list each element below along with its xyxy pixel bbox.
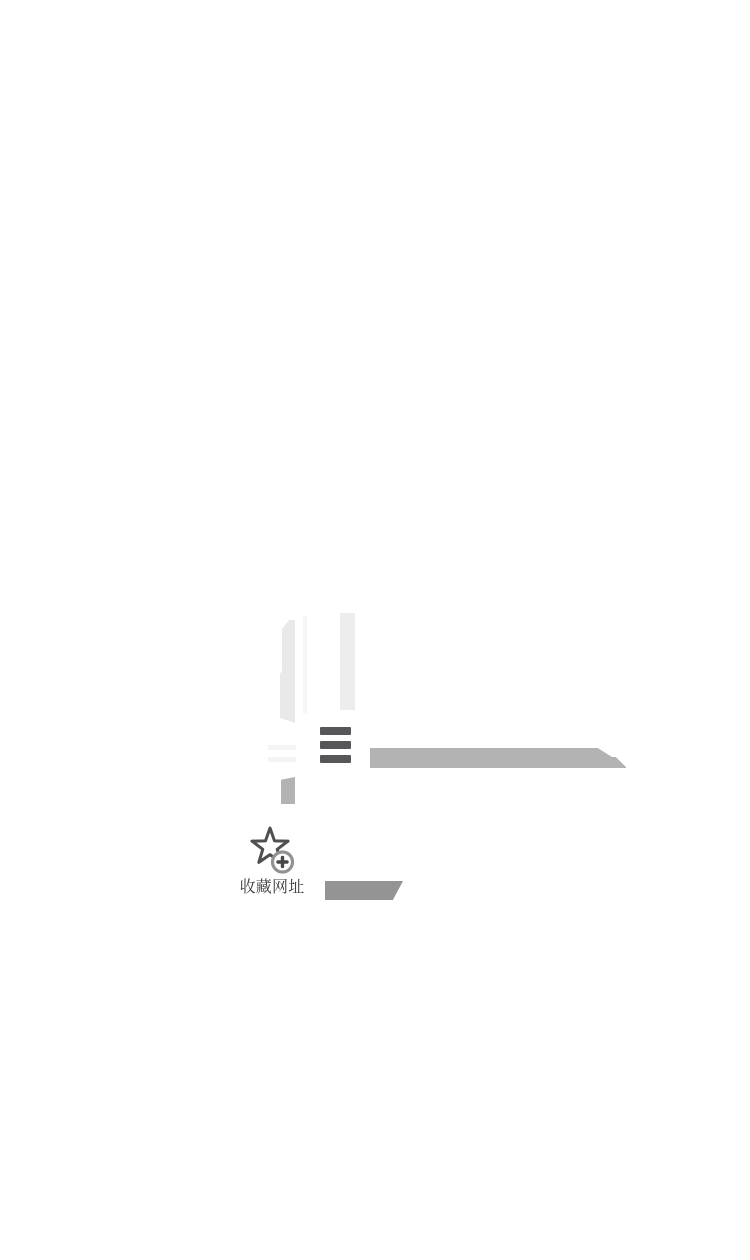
broken-image-fragment-faint (268, 757, 296, 762)
menu-bar (320, 727, 351, 735)
add-bookmark-button[interactable] (238, 826, 306, 898)
menu-bar (320, 741, 351, 749)
hamburger-menu-icon[interactable] (320, 727, 351, 763)
menu-bar (320, 755, 351, 763)
broken-image-fragment-left (280, 620, 295, 723)
broken-image-fragment-faint (268, 745, 296, 750)
broken-image-fragment-thin (303, 616, 307, 714)
loading-placeholder-bar (370, 748, 626, 768)
broken-image-fragment-block (281, 777, 295, 804)
loading-placeholder-bar-small (325, 881, 403, 900)
broken-image-fragment-right (340, 613, 355, 710)
star-plus-icon (249, 826, 295, 874)
add-bookmark-label: 收藏网址 (239, 879, 305, 896)
